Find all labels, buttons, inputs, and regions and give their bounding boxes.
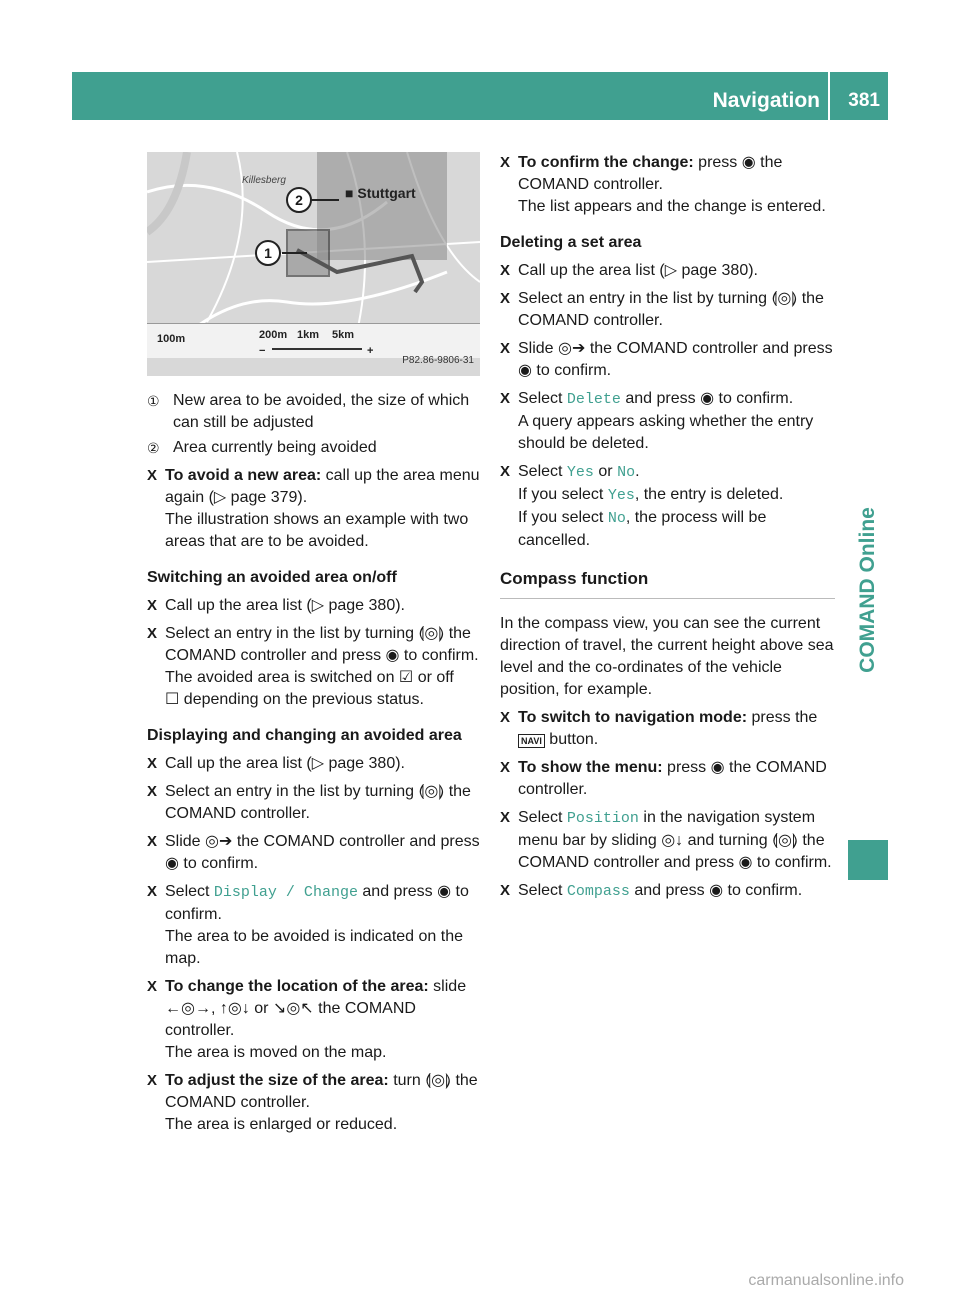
- left-column: [147, 152, 482, 1136]
- step-select-compass: X Select Compass and press ◉ to confirm.: [500, 882, 803, 900]
- step-delete-2: X Select an entry in the list by turning ⟬◎⟭ the COMAND controller.: [500, 290, 824, 329]
- step-avoid-new-area: X To avoid a new area: call up the area menu again (▷ page 379). The illustration shows an example with two areas that are to be avoided.: [147, 465, 482, 553]
- step-display-1: X Call up the area list (▷ page 380).: [147, 755, 405, 772]
- step-switch-1: X Call up the area list (▷ page 380).: [147, 597, 405, 614]
- step-select-delete: X Select Delete and press ◉ to confirm. A query appears asking whether the entry should be deleted.: [500, 390, 814, 452]
- heading-displaying: Displaying and changing an avoided area: [147, 727, 462, 744]
- figure-code: P82.86-9806-31: [402, 355, 474, 366]
- zoom-slider-track: [272, 348, 362, 350]
- step-display-3: X Slide ◎➔ the COMAND controller and press ◉ to confirm.: [147, 833, 480, 872]
- step-nav-mode: X To switch to navigation mode: press the NAVI button.: [500, 709, 818, 748]
- scale-200m: 200m: [259, 329, 288, 341]
- heading-compass: Compass function: [500, 568, 835, 599]
- step-select-display: X Select Display / Change and press ◉ to confirm. The area to be avoided is indicated on the map.: [147, 883, 469, 967]
- scale-current: 100m: [157, 333, 186, 345]
- callout-2: 2: [286, 187, 312, 213]
- map-city-label: ■ Stuttgart: [345, 185, 416, 201]
- side-tab-marker: [848, 840, 888, 880]
- step-display-2: X Select an entry in the list by turning ⟬◎⟭ the COMAND controller.: [147, 783, 471, 822]
- step-select-yes-no: X Select Yes or No. If you select Yes, the entry is deleted. If you select No, the process will be cancelled.: [500, 463, 784, 549]
- step-show-menu: X To show the menu: press ◉ the COMAND controller.: [500, 759, 827, 798]
- legend-item-1: ① New area to be avoided, the size of which can still be adjusted: [147, 392, 470, 431]
- scale-5km: 5km: [332, 329, 355, 341]
- callout-1: 1: [255, 240, 281, 266]
- page-header: [72, 72, 888, 120]
- watermark: carmanualsonline.info: [748, 1272, 904, 1289]
- step-confirm-change: X To confirm the change: press ◉ the COMAND controller. The list appears and the change is entered.: [500, 154, 826, 215]
- heading-deleting: Deleting a set area: [500, 234, 642, 251]
- step-select-position: X Select Position in the navigation system menu bar by sliding ◎↓ and turning ⟬◎⟭ the COMAND controller and press ◉ to confirm.: [500, 809, 832, 871]
- header-divider: [828, 72, 830, 120]
- compass-intro: In the compass view, you can see the current direction of travel, the current height above sea level and the co-ordinates of the vehicle position, for example.: [500, 615, 834, 698]
- side-tab: COMAND Online: [856, 507, 880, 673]
- step-adjust-size: X To adjust the size of the area: turn ⟬◎⟭ the COMAND controller. The area is enlarged or reduced.: [147, 1072, 478, 1133]
- right-column: [500, 152, 835, 903]
- scale-1km: 1km: [297, 329, 320, 341]
- map-place-label: Killesberg: [242, 175, 286, 186]
- header-title: Navigation: [712, 89, 820, 112]
- legend-item-2: ② Area currently being avoided: [147, 439, 377, 456]
- navi-button-icon: NAVI: [518, 734, 545, 748]
- step-switch-2: X Select an entry in the list by turning ⟬◎⟭ the COMAND controller and press ◉ to confirm. The avoided area is switched on ☑ or off ☐ depending on the previous status.: [147, 625, 479, 708]
- map-figure: [147, 152, 480, 376]
- page-number: 381: [848, 90, 880, 111]
- step-delete-1: X Call up the area list (▷ page 380).: [500, 262, 758, 279]
- step-delete-3: X Slide ◎➔ the COMAND controller and press ◉ to confirm.: [500, 340, 833, 379]
- step-change-location: X To change the location of the area: slide ←◎→, ↑◎↓ or ↘◎↖ the COMAND controller. The area is moved on the map.: [147, 978, 467, 1061]
- zoom-minus-icon: −: [259, 345, 266, 357]
- heading-switching: Switching an avoided area on/off: [147, 569, 397, 586]
- avoided-area-current: [317, 152, 447, 260]
- step-marker-icon: X: [147, 467, 158, 484]
- zoom-plus-icon: +: [367, 345, 374, 357]
